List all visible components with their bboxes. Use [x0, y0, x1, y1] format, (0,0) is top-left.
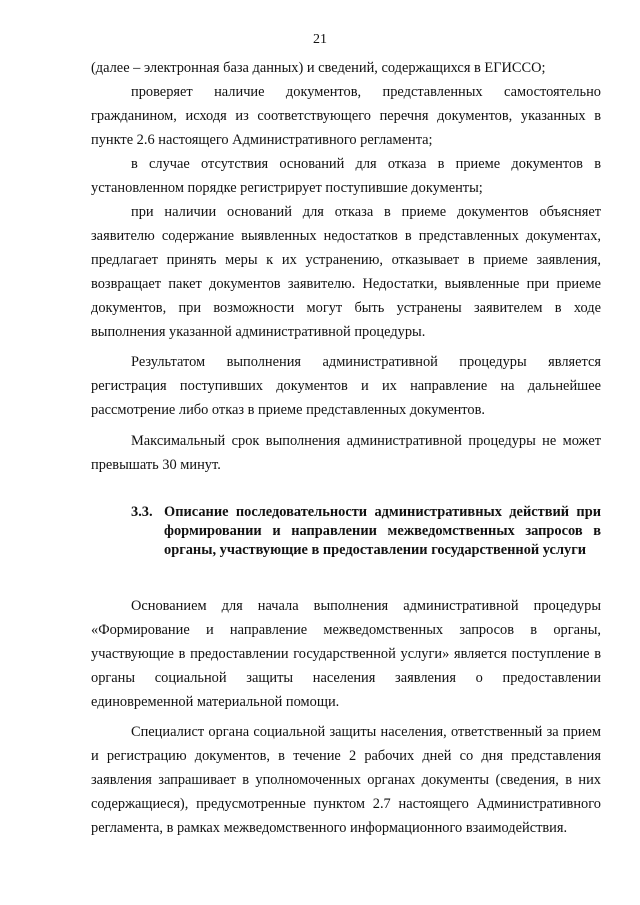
page-content — [91, 56, 601, 840]
section-number: 3.3. — [131, 504, 153, 520]
paragraph-specialist-requests: Специалист органа социальной защиты населения, ответственный за прием и регистрацию документов, в течение 2 рабочих дней со дня представления заявления запрашивает в уполномоченных органах документы (сведения, в них содержащиеся), предусмотренные пунктом 2.7 настоящего Административного регламента, в рамках межведомственного информационного взаимодействия. — [91, 724, 601, 836]
paragraph-max-duration: Максимальный срок выполнения административной процедуры не может превышать 30 минут. — [91, 433, 601, 473]
paragraph-result: Результатом выполнения административной процедуры является регистрация поступивших документов и их направление на дальнейшее рассмотрение либо отказ в приеме представленных документов. — [91, 354, 601, 418]
section-title: Описание последовательности административных действий при формировании и направлении межведомственных запросов в органы, участвующие в предоставлении государственной услуги — [164, 504, 601, 558]
paragraph-check-documents: проверяет наличие документов, представленных самостоятельно гражданином, исходя из соответствующего перечня документов, указанных в пункте 2.6 настоящего Административного регламента; — [91, 84, 601, 148]
paragraph-refusal-grounds: при наличии оснований для отказа в приеме документов объясняет заявителю содержание выявленных недостатков в представленных документах, предлагает принять меры к их устранению, отказывает в приеме заявления, возвращает пакет документов заявителю. Недостатки, выявленные при приеме документов, при возможности могут быть устранены заявителем в ходе выполнения указанной административной процедуры. — [91, 204, 601, 340]
page-number: 21 — [313, 32, 327, 47]
paragraph-continuation: (далее – электронная база данных) и сведений, содержащихся в ЕГИССО; — [91, 60, 546, 76]
paragraph-basis: Основанием для начала выполнения административной процедуры «Формирование и направление межведомственных запросов в органы, участвующие в предоставлении государственной услуги» является поступление в органы социальной защиты населения заявления о предоставлении единовременной материальной помощи. — [91, 598, 601, 710]
paragraph-register-documents: в случае отсутствия оснований для отказа в приеме документов в установленном порядке регистрирует поступившие документы; — [91, 156, 601, 196]
section-heading — [131, 503, 601, 560]
